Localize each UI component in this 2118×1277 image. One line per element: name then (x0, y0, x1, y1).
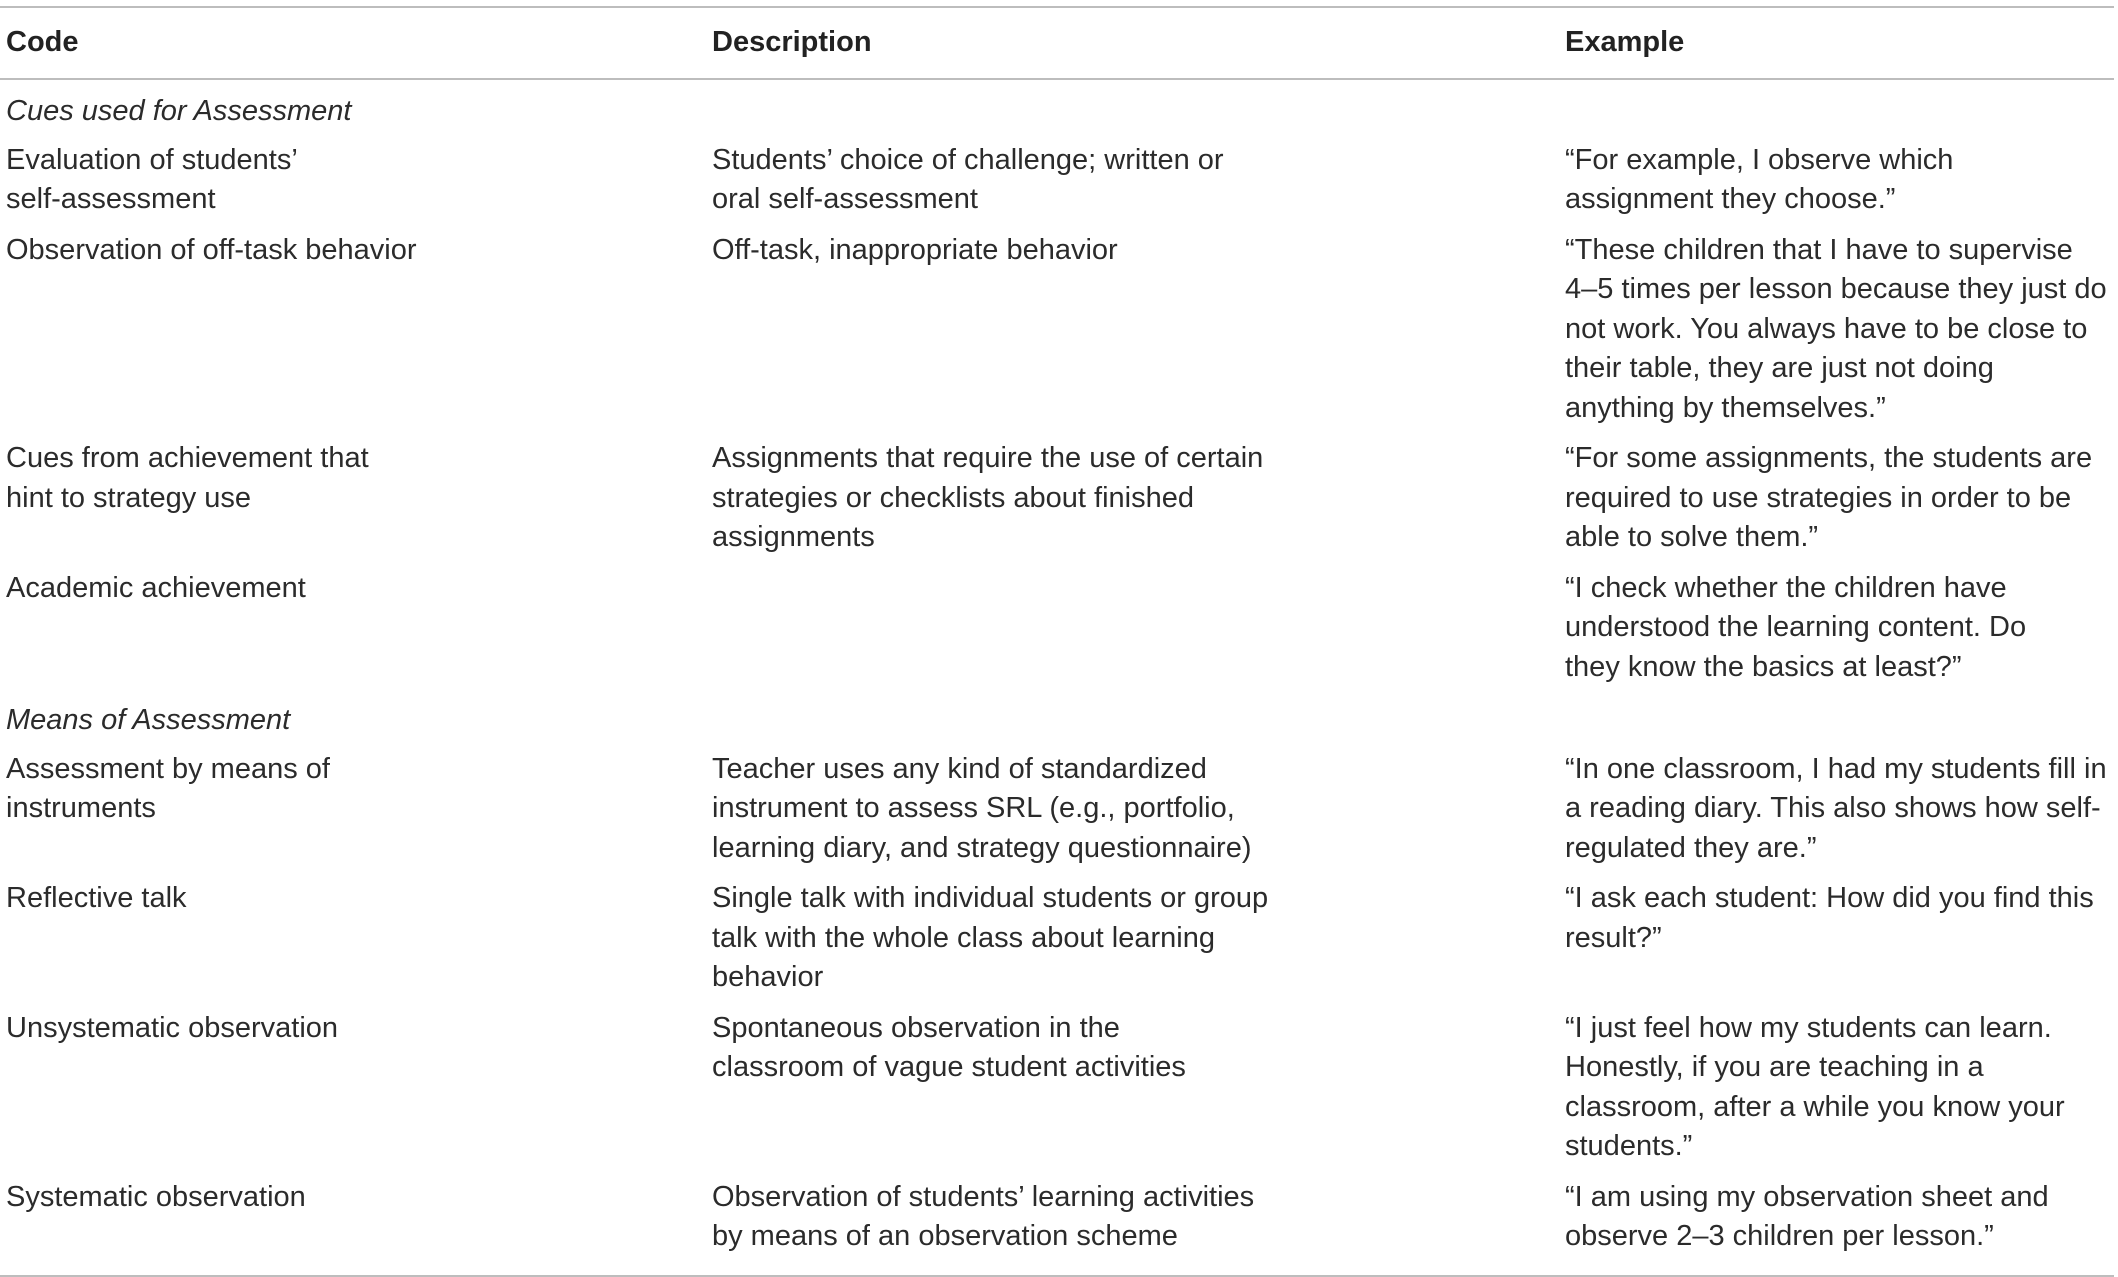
row-example: “I just feel how my students can learn. Honestly, if you are teaching in a classroom, after a while you know your students.” (1565, 1011, 2065, 1162)
table-row (0, 564, 2114, 694)
row-description: Assignments that require the use of certain strategies or checklists about finished assignments (712, 442, 1264, 553)
row-code: Evaluation of students’ self-assessment (6, 143, 297, 215)
row-example: “In one classroom, I had my students fill in a reading diary. This also shows how self-regulated they are.” (1565, 752, 2107, 864)
row-description: Spontaneous observation in the classroom of vague student activities (712, 1011, 1186, 1083)
row-description: Off-task, inappropriate behavior (712, 233, 1118, 266)
row-code: Cues from achievement that hint to strategy use (6, 442, 369, 514)
table-row (0, 434, 2114, 564)
row-example: “For some assignments, the students are required to use strategies in order to be able to solve them.” (1565, 442, 2093, 553)
row-code: Systematic observation (6, 1180, 306, 1213)
row-description: Single talk with individual students or group talk with the whole class about learning behavior (712, 882, 1269, 993)
row-example: “These children that I have to supervise 4–5 times per lesson because they just do not work. You always have to be close to their table, they are just not doing anything by themselves.” (1565, 233, 2107, 424)
table-row (0, 745, 2114, 875)
row-example: “I check whether the children have understood the learning content. Do they know the basics at least?” (1565, 571, 2027, 683)
section-title: Cues used for Assessment (6, 95, 352, 127)
table-row (0, 1004, 2114, 1173)
table-row (0, 1173, 2114, 1276)
row-description: Observation of students’ learning activities by means of an observation scheme (712, 1180, 1255, 1252)
section-row-means (0, 693, 2114, 745)
coding-table (0, 6, 2114, 1277)
section-row-cues (0, 79, 2114, 136)
table-body (0, 79, 2114, 1276)
row-description: Students’ choice of challenge; written or oral self-assessment (712, 143, 1224, 215)
row-code: Assessment by means of instruments (6, 752, 330, 824)
row-example: “For example, I observe which assignment they choose.” (1565, 143, 1954, 215)
table-row (0, 874, 2114, 1004)
header-row (0, 7, 2114, 79)
row-example: “I am using my observation sheet and observe 2–3 children per lesson.” (1565, 1180, 2049, 1252)
row-code: Unsystematic observation (6, 1011, 339, 1044)
table-header (0, 7, 2114, 79)
row-code: Observation of off-task behavior (6, 233, 417, 266)
header-example: Example (1565, 26, 1685, 59)
table-row (0, 136, 2114, 226)
row-code: Academic achievement (6, 571, 306, 604)
row-example: “I ask each student: How did you find this result?” (1565, 882, 2094, 954)
section-title: Means of Assessment (6, 704, 291, 736)
header-code: Code (6, 26, 79, 59)
row-description: Teacher uses any kind of standardized instrument to assess SRL (e.g., portfolio, learning diary, and strategy questionnaire) (712, 752, 1252, 864)
table-row (0, 226, 2114, 435)
header-description: Description (712, 26, 872, 59)
row-code: Reflective talk (6, 882, 187, 914)
